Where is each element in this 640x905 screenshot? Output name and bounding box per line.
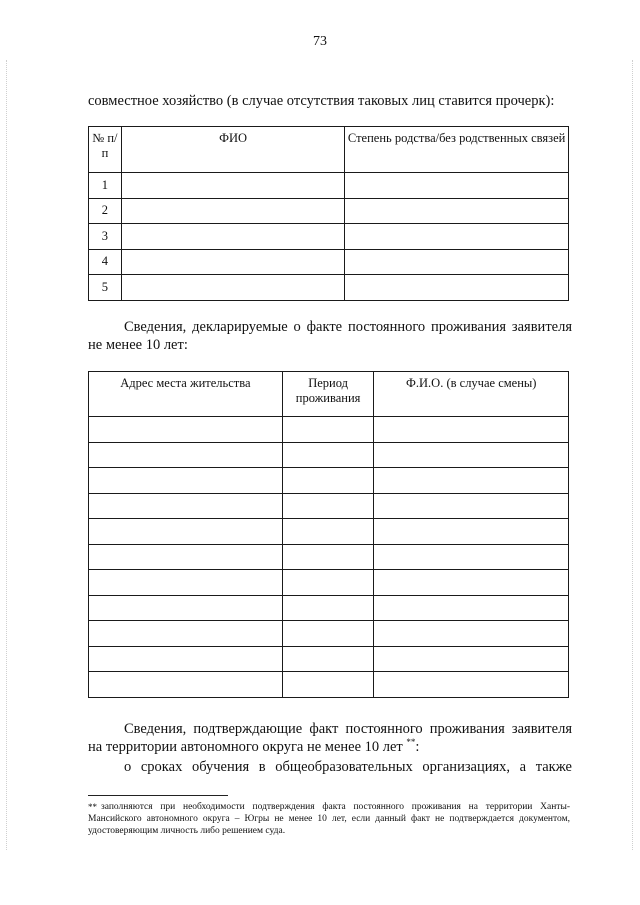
period-cell[interactable] bbox=[282, 468, 374, 494]
header-relationship: Степень родства/без родственных связей bbox=[345, 127, 569, 173]
period-cell[interactable] bbox=[282, 442, 374, 468]
name-change-cell[interactable] bbox=[374, 646, 569, 672]
full-name-cell[interactable] bbox=[121, 275, 344, 301]
table-row bbox=[89, 224, 569, 250]
address-cell[interactable] bbox=[89, 672, 283, 698]
header-name-change: Ф.И.О. (в случае смены) bbox=[374, 372, 569, 417]
full-name-cell[interactable] bbox=[121, 224, 344, 250]
relationship-cell[interactable] bbox=[345, 173, 569, 199]
row-number: 1 bbox=[89, 173, 122, 199]
relationship-cell[interactable] bbox=[345, 275, 569, 301]
address-cell[interactable] bbox=[89, 544, 283, 570]
address-cell[interactable] bbox=[89, 519, 283, 545]
address-cell[interactable] bbox=[89, 646, 283, 672]
table-row bbox=[89, 595, 569, 621]
residence-history-rows bbox=[89, 417, 569, 698]
residence-confirmation-text bbox=[88, 720, 572, 756]
name-change-cell[interactable] bbox=[374, 570, 569, 596]
table-row bbox=[89, 417, 569, 443]
address-cell[interactable] bbox=[89, 493, 283, 519]
table-row bbox=[89, 519, 569, 545]
name-change-cell[interactable] bbox=[374, 621, 569, 647]
period-cell[interactable] bbox=[282, 595, 374, 621]
table-row bbox=[89, 198, 569, 224]
table-row bbox=[89, 621, 569, 647]
address-cell[interactable] bbox=[89, 570, 283, 596]
relationship-cell[interactable] bbox=[345, 249, 569, 275]
row-number: 2 bbox=[89, 198, 122, 224]
residence-declaration-text: Сведения, декларируемые о факте постоянного проживания заявителя не менее 10 лет: bbox=[88, 319, 572, 353]
address-cell[interactable] bbox=[89, 468, 283, 494]
name-change-cell[interactable] bbox=[374, 595, 569, 621]
residence-confirmation-body: Сведения, подтверждающие факт постоянного проживания заявителя на территории автономного округа не менее 10 лет bbox=[88, 721, 572, 755]
period-cell[interactable] bbox=[282, 493, 374, 519]
row-number: 3 bbox=[89, 224, 122, 250]
header-period: Период проживания bbox=[282, 372, 374, 417]
address-cell[interactable] bbox=[89, 595, 283, 621]
household-members-table bbox=[88, 126, 569, 301]
header-number: № п/п bbox=[89, 127, 122, 173]
residence-history-table bbox=[88, 371, 569, 698]
table-row bbox=[89, 442, 569, 468]
footnote-text: заполняются при необходимости подтверждения факта постоянного проживания на территории Ханты-Мансийского автономного округа – Югры не менее 10 лет, если данный факт не подтверждается документом, удостоверяющим личность либо решением суда. bbox=[88, 802, 570, 836]
intro-text: совместное хозяйство (в случае отсутствия таковых лиц ставится прочерк): bbox=[88, 93, 555, 109]
table-row bbox=[89, 173, 569, 199]
name-change-cell[interactable] bbox=[374, 417, 569, 443]
table-header-row bbox=[89, 372, 569, 417]
header-full-name: ФИО bbox=[121, 127, 344, 173]
relationship-cell[interactable] bbox=[345, 224, 569, 250]
name-change-cell[interactable] bbox=[374, 519, 569, 545]
table-row bbox=[89, 672, 569, 698]
table-row bbox=[89, 468, 569, 494]
table-row bbox=[89, 544, 569, 570]
full-name-cell[interactable] bbox=[121, 173, 344, 199]
period-cell[interactable] bbox=[282, 672, 374, 698]
period-cell[interactable] bbox=[282, 519, 374, 545]
page-number: 73 bbox=[313, 34, 327, 49]
relationship-cell[interactable] bbox=[345, 198, 569, 224]
right-margin-dots bbox=[632, 60, 634, 850]
period-cell[interactable] bbox=[282, 646, 374, 672]
full-name-cell[interactable] bbox=[121, 249, 344, 275]
footnote-marker: ** bbox=[406, 737, 416, 748]
name-change-cell[interactable] bbox=[374, 544, 569, 570]
left-margin-dots bbox=[6, 60, 8, 850]
footnote bbox=[88, 801, 570, 837]
header-address: Адрес места жительства bbox=[89, 372, 283, 417]
name-change-cell[interactable] bbox=[374, 672, 569, 698]
name-change-cell[interactable] bbox=[374, 468, 569, 494]
table-row bbox=[89, 570, 569, 596]
table-row bbox=[89, 275, 569, 301]
full-name-cell[interactable] bbox=[121, 198, 344, 224]
footnote-marker: ** bbox=[88, 802, 97, 812]
name-change-cell[interactable] bbox=[374, 442, 569, 468]
period-cell[interactable] bbox=[282, 417, 374, 443]
table-row bbox=[89, 493, 569, 519]
period-cell[interactable] bbox=[282, 570, 374, 596]
residence-confirmation-colon: : bbox=[415, 739, 420, 755]
education-line: о сроках обучения в общеобразовательных организациях, а также bbox=[124, 759, 572, 775]
period-cell[interactable] bbox=[282, 621, 374, 647]
address-cell[interactable] bbox=[89, 621, 283, 647]
table-header-row bbox=[89, 127, 569, 173]
table-row bbox=[89, 249, 569, 275]
name-change-cell[interactable] bbox=[374, 493, 569, 519]
table-row bbox=[89, 646, 569, 672]
period-cell[interactable] bbox=[282, 544, 374, 570]
row-number: 4 bbox=[89, 249, 122, 275]
address-cell[interactable] bbox=[89, 442, 283, 468]
address-cell[interactable] bbox=[89, 417, 283, 443]
footnote-divider bbox=[88, 795, 228, 796]
row-number: 5 bbox=[89, 275, 122, 301]
